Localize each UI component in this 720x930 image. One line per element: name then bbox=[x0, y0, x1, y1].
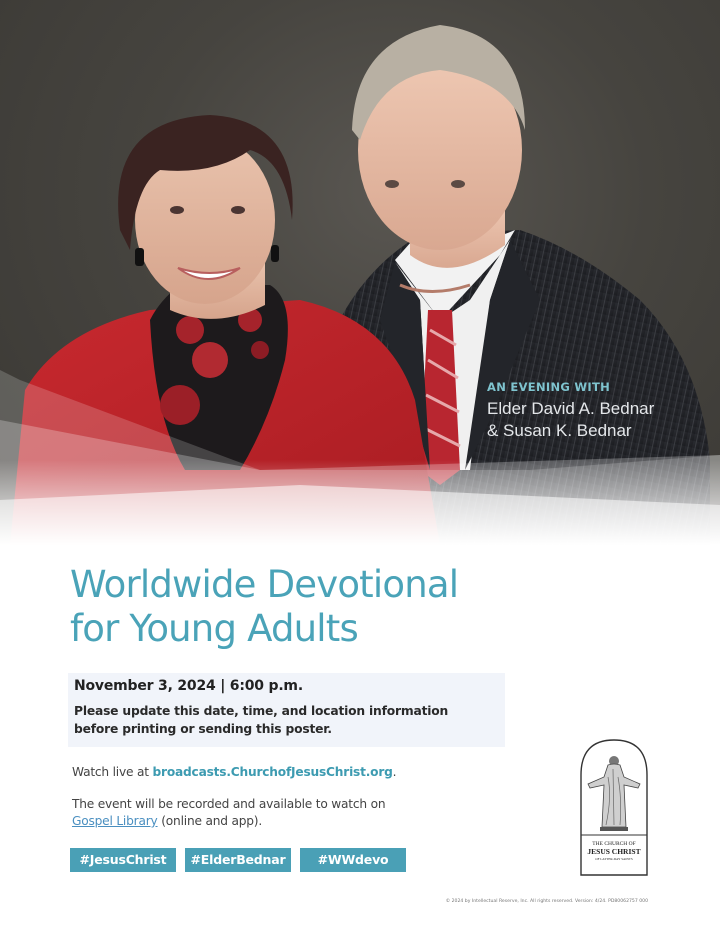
recorded-line-2-suffix: (online and app). bbox=[157, 814, 263, 828]
logo-line-2: JESUS CHRIST bbox=[587, 847, 641, 856]
speaker-line-2: & Susan K. Bednar bbox=[487, 421, 632, 440]
eyebrow-label: AN EVENING WITH bbox=[487, 380, 611, 394]
speaker-block bbox=[487, 380, 654, 442]
watch-suffix: . bbox=[392, 765, 397, 779]
event-title bbox=[70, 563, 458, 651]
church-logo bbox=[578, 737, 650, 877]
watch-prefix: Watch live at bbox=[72, 765, 153, 779]
title-line-2: for Young Adults bbox=[70, 607, 358, 650]
update-note bbox=[74, 702, 499, 738]
logo-line-3: OF LATTER-DAY SAINTS bbox=[595, 857, 633, 861]
hashtag-elderbednar[interactable]: #ElderBednar bbox=[185, 848, 291, 872]
note-line-1: Please update this date, time, and location information bbox=[74, 704, 449, 718]
recorded-note bbox=[72, 796, 432, 830]
speaker-line-1: Elder David A. Bednar bbox=[487, 399, 655, 418]
event-info-box bbox=[68, 673, 505, 747]
title-line-1: Worldwide Devotional bbox=[70, 563, 459, 606]
gospel-library-link[interactable]: Gospel Library bbox=[72, 814, 158, 828]
hashtag-jesuschrist[interactable]: #JesusChrist bbox=[70, 848, 176, 872]
broadcasts-link[interactable]: broadcasts.ChurchofJesusChrist.org bbox=[152, 765, 393, 779]
watch-live-line bbox=[72, 765, 396, 779]
recorded-line-1: The event will be recorded and available to watch on bbox=[72, 797, 386, 811]
copyright-notice: © 2024 by Intellectual Reserve, Inc. All rights reserved. Version: 4/24. PD80062757 000 bbox=[445, 899, 648, 904]
hashtag-wwdevo[interactable]: #WWdevo bbox=[300, 848, 406, 872]
hashtag-list bbox=[70, 848, 406, 872]
christus-statue-icon bbox=[578, 737, 650, 877]
event-date-time: November 3, 2024 | 6:00 p.m. bbox=[74, 678, 303, 694]
note-line-2: before printing or sending this poster. bbox=[74, 722, 332, 736]
logo-line-1: THE CHURCH OF bbox=[592, 841, 636, 847]
